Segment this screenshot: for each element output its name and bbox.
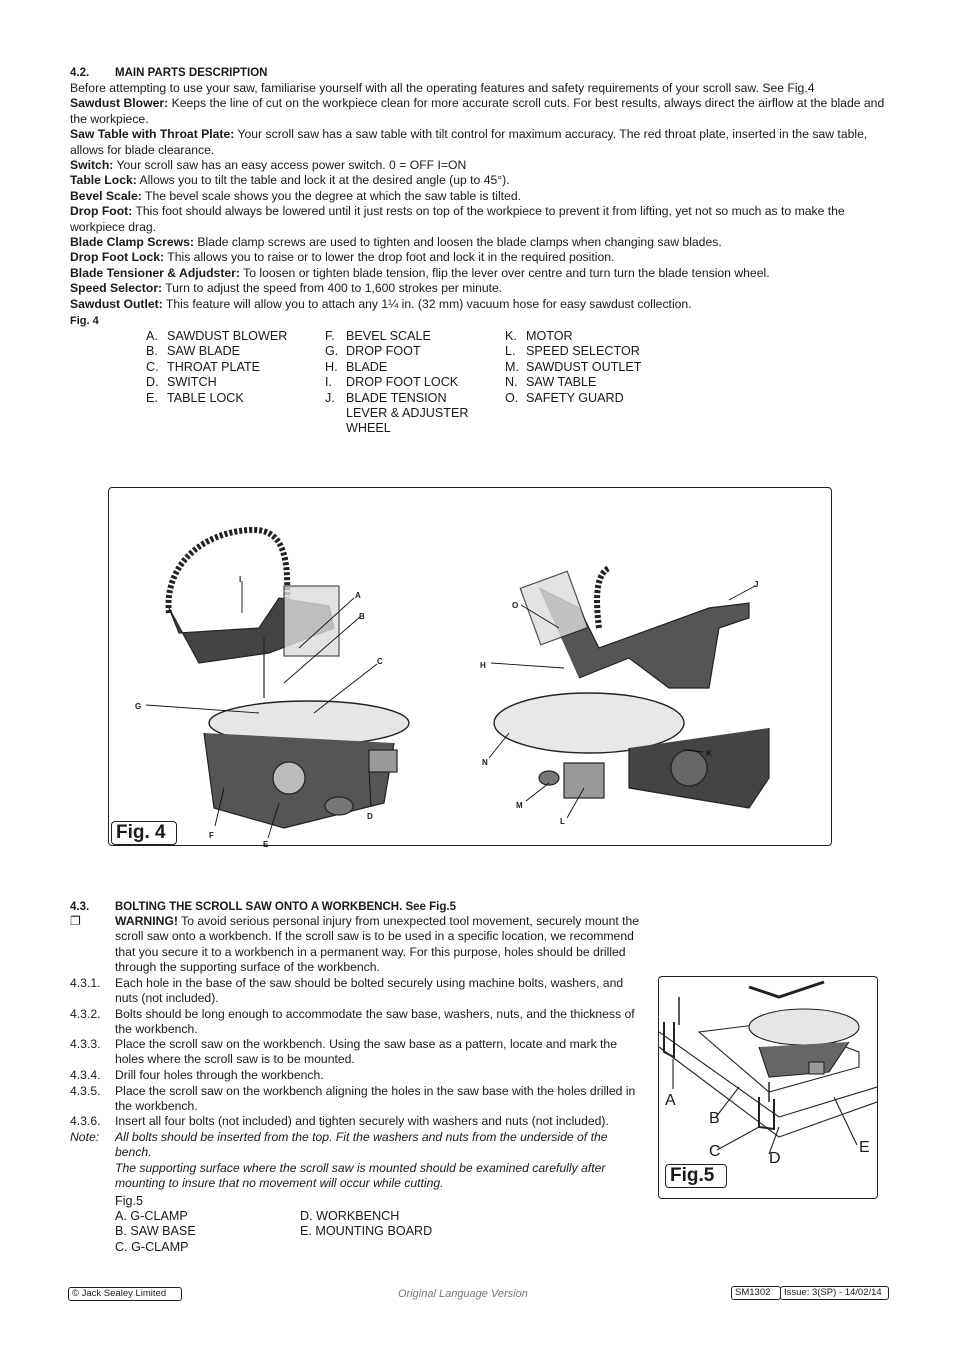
callout-j: J bbox=[754, 580, 759, 589]
note-label: Note: bbox=[70, 1130, 100, 1144]
callout-c: C bbox=[709, 1143, 721, 1160]
fig5-caption: Fig.5 bbox=[115, 1194, 143, 1208]
step-text: Place the scroll saw on the workbench. Using the saw base as a pattern, locate and mark the holes where the scroll saw is to be mounted. bbox=[115, 1037, 617, 1067]
figure-5 bbox=[658, 976, 878, 1199]
parts-column bbox=[505, 329, 685, 406]
parts-list-item bbox=[505, 375, 685, 390]
callout-g: G bbox=[135, 702, 142, 711]
part-letter: I. bbox=[325, 375, 332, 390]
figure-4 bbox=[108, 487, 832, 849]
step-number: 4.3.2. bbox=[70, 1007, 101, 1021]
part-name: SAWDUST OUTLET bbox=[526, 359, 642, 374]
part-text: Keeps the line of cut on the workpiece clean for more accurate scroll cuts. For best results, always direct the airflow at the blade and the workpiece. bbox=[70, 96, 885, 126]
part-term: Bevel Scale: bbox=[70, 188, 142, 203]
parts-list-item bbox=[146, 344, 326, 359]
part-name: TABLE LOCK bbox=[167, 390, 244, 405]
parts-list-item bbox=[325, 360, 485, 375]
fig5-legend-item: B. SAW BASE bbox=[115, 1224, 196, 1239]
part-letter: C. bbox=[146, 359, 159, 374]
fig5-badge: Fig.5 bbox=[665, 1164, 727, 1188]
parts-list-item bbox=[325, 391, 485, 437]
fig5-legend-item: E. MOUNTING BOARD bbox=[300, 1224, 433, 1239]
section-title: BOLTING THE SCROLL SAW ONTO A WORKBENCH. See Fig.5 bbox=[115, 901, 456, 913]
mounting-step bbox=[70, 1114, 645, 1129]
section-number: 4.3. bbox=[70, 901, 90, 913]
mounting-step bbox=[70, 976, 645, 1007]
part-description-item bbox=[70, 235, 885, 250]
footer-issue: Issue: 3(SP) - 14/02/14 bbox=[780, 1286, 889, 1300]
parts-list-item bbox=[325, 375, 485, 390]
section-number: 4.2. bbox=[70, 67, 90, 79]
part-text: Allows you to tilt the table and lock it at the desired angle (up to 45°). bbox=[136, 173, 510, 188]
parts-list-item bbox=[325, 344, 485, 359]
part-term: Drop Foot: bbox=[70, 204, 133, 219]
warning-body: To avoid serious personal injury from unexpected tool movement, securely mount the scroll saw onto a workbench. If the scroll saw is to be used in a specific location, we recommend that you secure it to a workbench in a permanent way. For this purpose, holes should be drilled through the supporting surface of the workbench. bbox=[115, 914, 640, 975]
part-letter: D. bbox=[146, 375, 159, 390]
part-name: SPEED SELECTOR bbox=[526, 344, 640, 359]
fig5-legend-col2 bbox=[300, 1209, 500, 1240]
parts-list-item bbox=[146, 329, 326, 344]
part-name: DROP FOOT LOCK bbox=[346, 375, 459, 390]
mounting-step bbox=[70, 1007, 645, 1038]
part-letter: M. bbox=[505, 359, 519, 374]
callout-l: L bbox=[560, 817, 565, 826]
step-text: Bolts should be long enough to accommodate the saw base, washers, nuts, and the thickness of the workbench. bbox=[115, 1007, 635, 1037]
warning-checkbox-icon: ❐ bbox=[70, 914, 81, 928]
part-term: Switch: bbox=[70, 158, 114, 173]
fig5-legend-item: A. G-CLAMP bbox=[115, 1209, 188, 1223]
part-letter: A. bbox=[146, 329, 158, 343]
part-letter: O. bbox=[505, 390, 519, 405]
part-name: THROAT PLATE bbox=[167, 359, 261, 374]
callout-i: I bbox=[239, 575, 242, 584]
part-name: SAW BLADE bbox=[167, 344, 241, 359]
part-letter: B. bbox=[146, 344, 158, 359]
parts-list-item bbox=[505, 344, 685, 359]
step-number: 4.3.1. bbox=[70, 976, 101, 990]
part-text: The bevel scale shows you the degree at which the saw table is tilted. bbox=[141, 188, 521, 203]
part-description-item bbox=[70, 127, 885, 158]
part-name: BLADE TENSION LEVER & ADJUSTER WHEEL bbox=[346, 390, 469, 436]
callout-m: M bbox=[516, 801, 523, 810]
part-letter: F. bbox=[325, 329, 335, 343]
part-name: SAW TABLE bbox=[526, 375, 597, 390]
callout-d: D bbox=[769, 1150, 781, 1167]
part-term: Saw Table with Throat Plate: bbox=[70, 127, 235, 142]
part-description-item bbox=[70, 96, 885, 127]
step-text: Each hole in the base of the saw should be bolted securely using machine bolts, washers, and nuts (not included). bbox=[115, 976, 624, 1006]
part-description-item bbox=[70, 189, 885, 204]
callout-e: E bbox=[263, 840, 269, 849]
note-text-2: The supporting surface where the scroll saw is mounted should be examined carefully after mounting to insure that no movement will occur while cutting. bbox=[115, 1160, 606, 1191]
part-name: SAWDUST BLOWER bbox=[167, 329, 288, 343]
callout-c: C bbox=[377, 657, 383, 666]
mounting-step bbox=[70, 1037, 645, 1068]
section-title: MAIN PARTS DESCRIPTION bbox=[115, 67, 268, 79]
part-name: DROP FOOT bbox=[346, 344, 421, 359]
part-description-item bbox=[70, 266, 885, 281]
step-number: 4.3.5. bbox=[70, 1084, 101, 1098]
part-description-item bbox=[70, 158, 885, 173]
callout-k: K bbox=[706, 749, 712, 758]
part-term: Table Lock: bbox=[70, 173, 137, 188]
callout-a: A bbox=[355, 591, 361, 600]
mounting-step bbox=[70, 1084, 645, 1115]
note-text-1: All bolts should be inserted from the top. Fit the washers and nuts from the underside of the bench. bbox=[115, 1130, 608, 1160]
part-letter: J. bbox=[325, 390, 335, 405]
part-description-item bbox=[70, 173, 885, 188]
part-letter: E. bbox=[146, 390, 158, 405]
part-letter: G. bbox=[325, 344, 339, 359]
step-text: Drill four holes through the workbench. bbox=[115, 1068, 324, 1082]
footer-language-note: Original Language Version bbox=[398, 1288, 528, 1300]
parts-list-item bbox=[146, 391, 326, 406]
part-letter: H. bbox=[325, 359, 338, 374]
part-term: Drop Foot Lock: bbox=[70, 250, 165, 265]
part-letter: K. bbox=[505, 329, 517, 343]
footer-copyright: © Jack Sealey Limited bbox=[68, 1287, 182, 1301]
mounting-step bbox=[70, 1068, 645, 1083]
warning-block bbox=[70, 914, 645, 976]
warning-text bbox=[115, 914, 645, 976]
fig5-legend-col1 bbox=[115, 1209, 295, 1255]
step-number: 4.3.3. bbox=[70, 1037, 101, 1051]
callout-h: H bbox=[480, 661, 486, 670]
note-block bbox=[70, 1130, 645, 1192]
part-text: Your scroll saw has a saw table with tilt control for maximum accuracy. The red throat plate, inserted in the saw table, allows for blade clearance. bbox=[70, 127, 868, 157]
part-term: Sawdust Outlet: bbox=[70, 296, 163, 311]
fig4-list-caption: Fig. 4 bbox=[70, 315, 99, 327]
section-4-2-heading bbox=[70, 66, 670, 81]
part-description-item bbox=[70, 250, 885, 265]
part-name: BEVEL SCALE bbox=[346, 329, 431, 343]
part-text: Turn to adjust the speed from 400 to 1,600 strokes per minute. bbox=[162, 281, 503, 296]
part-text: Blade clamp screws are used to tighten and loosen the blade clamps when changing saw blades. bbox=[193, 235, 722, 250]
part-text: This feature will allow you to attach any 1¼ in. (32 mm) vacuum hose for easy sawdust collection. bbox=[162, 296, 692, 311]
step-number: 4.3.6. bbox=[70, 1114, 101, 1128]
part-term: Sawdust Blower: bbox=[70, 96, 169, 111]
parts-list-item bbox=[325, 329, 485, 344]
callout-f: F bbox=[209, 831, 214, 840]
part-description-item bbox=[70, 297, 885, 312]
callout-a: A bbox=[665, 1092, 676, 1109]
parts-description bbox=[70, 81, 885, 312]
fig4-badge: Fig. 4 bbox=[111, 821, 177, 845]
intro-paragraph: Before attempting to use your saw, familiarise yourself with all the operating features and safety requirements of your scroll saw. See Fig.4 bbox=[70, 81, 815, 95]
parts-list-item bbox=[146, 360, 326, 375]
part-name: SAFETY GUARD bbox=[526, 390, 624, 405]
callout-b: B bbox=[359, 612, 365, 621]
part-description-item bbox=[70, 204, 885, 235]
part-name: BLADE bbox=[346, 359, 388, 374]
part-term: Blade Tensioner & Adjudster: bbox=[70, 265, 240, 280]
scroll-saw-illustration bbox=[109, 488, 831, 845]
parts-list-item bbox=[505, 391, 685, 406]
step-text: Place the scroll saw on the workbench aligning the holes in the saw base with the holes drilled in the workbench. bbox=[115, 1084, 636, 1114]
part-text: Your scroll saw has an easy access power switch. 0 = OFF I=ON bbox=[113, 158, 467, 173]
part-letter: N. bbox=[505, 375, 518, 390]
part-name: SWITCH bbox=[167, 375, 217, 390]
warning-term: WARNING! bbox=[115, 914, 178, 928]
part-name: MOTOR bbox=[526, 329, 573, 343]
part-term: Blade Clamp Screws: bbox=[70, 235, 194, 250]
fig5-legend-item: C. G-CLAMP bbox=[115, 1239, 189, 1254]
fig5-legend-item: D. WORKBENCH bbox=[300, 1209, 400, 1223]
parts-list-item bbox=[146, 375, 326, 390]
callout-d: D bbox=[367, 812, 373, 821]
callout-e: E bbox=[859, 1139, 870, 1156]
part-description-item bbox=[70, 281, 885, 296]
callout-b: B bbox=[709, 1110, 720, 1127]
parts-list-item bbox=[505, 329, 685, 344]
parts-column bbox=[146, 329, 326, 406]
parts-column bbox=[325, 329, 485, 437]
footer-model: SM1302 bbox=[731, 1286, 781, 1300]
callout-n: N bbox=[482, 758, 488, 767]
parts-list-item bbox=[505, 360, 685, 375]
part-text: This allows you to raise or to lower the drop foot and lock it in the required position. bbox=[164, 250, 615, 265]
part-text: To loosen or tighten blade tension, flip the lever over centre and turn turn the blade tension wheel. bbox=[239, 265, 770, 280]
part-text: This foot should always be lowered until it just rests on top of the workpiece to prevent it from lifting, yet not so much as to make the workpiece drag. bbox=[70, 204, 845, 234]
step-text: Insert all four bolts (not included) and tighten securely with washers and nuts (not included). bbox=[115, 1114, 609, 1128]
part-term: Speed Selector: bbox=[70, 281, 163, 296]
part-letter: L. bbox=[505, 344, 516, 359]
step-number: 4.3.4. bbox=[70, 1068, 101, 1082]
callout-o: O bbox=[512, 601, 519, 610]
